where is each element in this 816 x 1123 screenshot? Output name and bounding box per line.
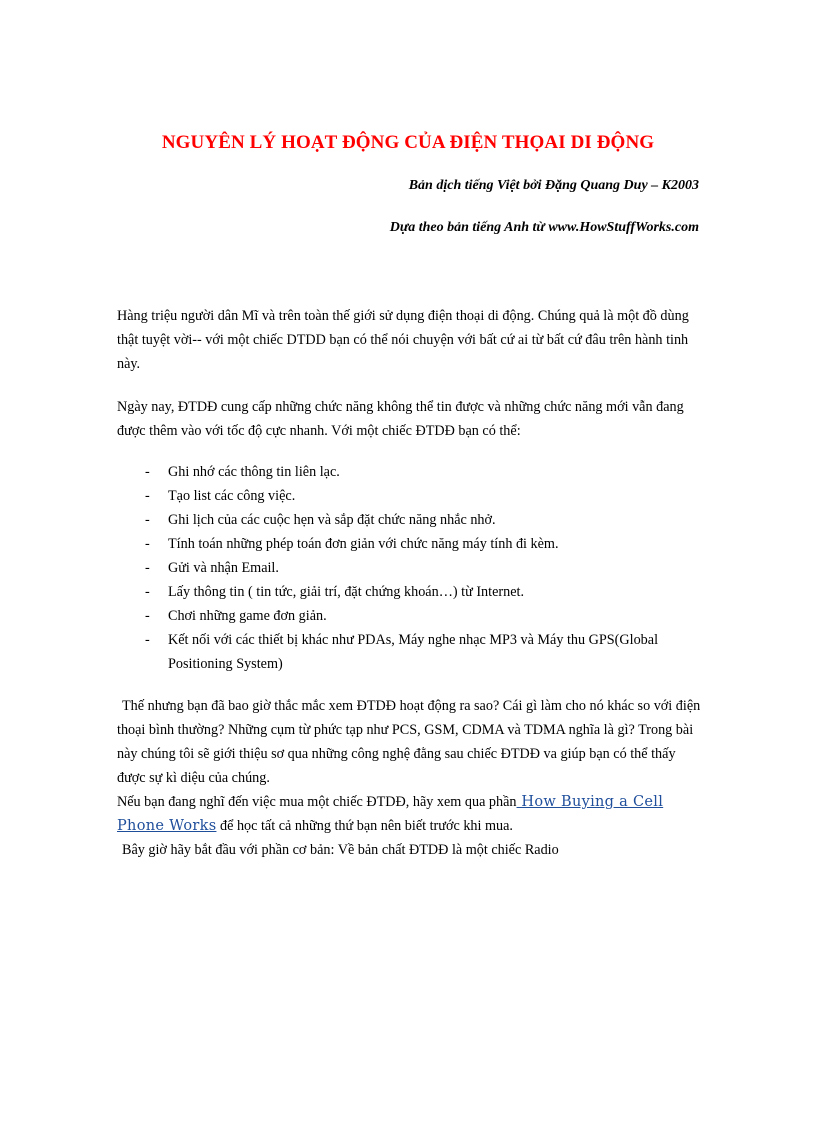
list-item: [117, 628, 701, 676]
list-bullet: -: [145, 488, 150, 504]
list-bullet: -: [145, 584, 150, 600]
feature-list: [117, 460, 701, 676]
list-item-text: Ghi nhớ các thông tin liên lạc.: [168, 464, 340, 480]
list-item-text: Tạo list các công việc.: [168, 488, 296, 504]
list-item-text: Kết nối với các thiết bị khác như PDAs, Máy nghe nhạc MP3 và Máy thu GPS(Global Positioning System): [168, 632, 659, 672]
list-bullet: -: [145, 464, 150, 480]
list-item: [117, 532, 701, 556]
list-item: [117, 508, 701, 532]
closing-paragraph: [117, 838, 701, 862]
list-item-text: Tính toán những phép toán đơn giản với chức năng máy tính đi kèm.: [168, 536, 559, 552]
list-item: [117, 580, 701, 604]
document-title: NGUYÊN LÝ HOẠT ĐỘNG CỦA ĐIỆN THỌAI DI ĐỘNG: [161, 132, 655, 153]
list-item-text: Gửi và nhận Email.: [168, 560, 279, 576]
list-bullet: -: [145, 608, 150, 624]
intro-paragraph: Hàng triệu người dân Mĩ và trên toàn thế giới sử dụng điện thoại di động. Chúng quả là một đồ dùng thật tuyệt vời-- với một chiếc DTDD bạn có thể nói chuyện với bất cứ ai từ bất cứ đâu trên hành tinh này.: [117, 308, 689, 372]
features-intro-paragraph: Ngày nay, ĐTDĐ cung cấp những chức năng không thể tin được và những chức năng mới vẫn đang được thêm vào với tốc độ cực nhanh. Với một chiếc ĐTDĐ bạn có thể:: [117, 399, 684, 439]
list-item: [117, 604, 701, 628]
list-bullet: -: [145, 560, 150, 576]
technology-paragraph: [117, 694, 701, 790]
source-byline: Dựa theo bản tiếng Anh từ www.HowStuffWorks.com: [389, 220, 699, 235]
list-item-text: Chơi những game đơn giản.: [168, 608, 327, 624]
buying-guide-text-before: Nếu bạn đang nghĩ đến việc mua một chiếc ĐTDĐ, hãy xem qua phần: [117, 794, 517, 810]
buying-guide-paragraph: [117, 790, 701, 838]
list-item: [117, 460, 701, 484]
translator-byline: Bản dịch tiếng Việt bởi Đặng Quang Duy – K2003: [408, 178, 699, 193]
how-buying-cell-phone-link[interactable]: How Buying a Cell Phone Works: [117, 794, 664, 834]
technology-paragraph-text: Thế nhưng bạn đã bao giờ thắc mắc xem ĐTDĐ hoạt động ra sao? Cái gì làm cho nó khác so với điện thoại bình thường? Những cụm từ phức tạp như PCS, GSM, CDMA và TDMA nghĩa là gì? Trong bài này chúng tôi sẽ giới thiệu sơ qua những công nghệ đằng sau chiếc ĐTDĐ va giúp bạn có thể thấy được sự kì diệu của chúng.: [117, 698, 701, 786]
list-item-text: Ghi lịch của các cuộc hẹn và sắp đặt chức năng nhắc nhở.: [168, 512, 496, 528]
list-item: [117, 484, 701, 508]
list-bullet: -: [145, 632, 150, 648]
buying-guide-text-after: để học tất cả những thứ bạn nên biết trước khi mua.: [216, 818, 513, 834]
list-item-text: Lấy thông tin ( tin tức, giải trí, đặt chứng khoán…) từ Internet.: [168, 584, 524, 600]
list-bullet: -: [145, 536, 150, 552]
list-bullet: -: [145, 512, 150, 528]
list-item: [117, 556, 701, 580]
closing-paragraph-text: Bây giờ hãy bắt đầu với phần cơ bản: Về bản chất ĐTDĐ là một chiếc Radio: [122, 842, 559, 858]
